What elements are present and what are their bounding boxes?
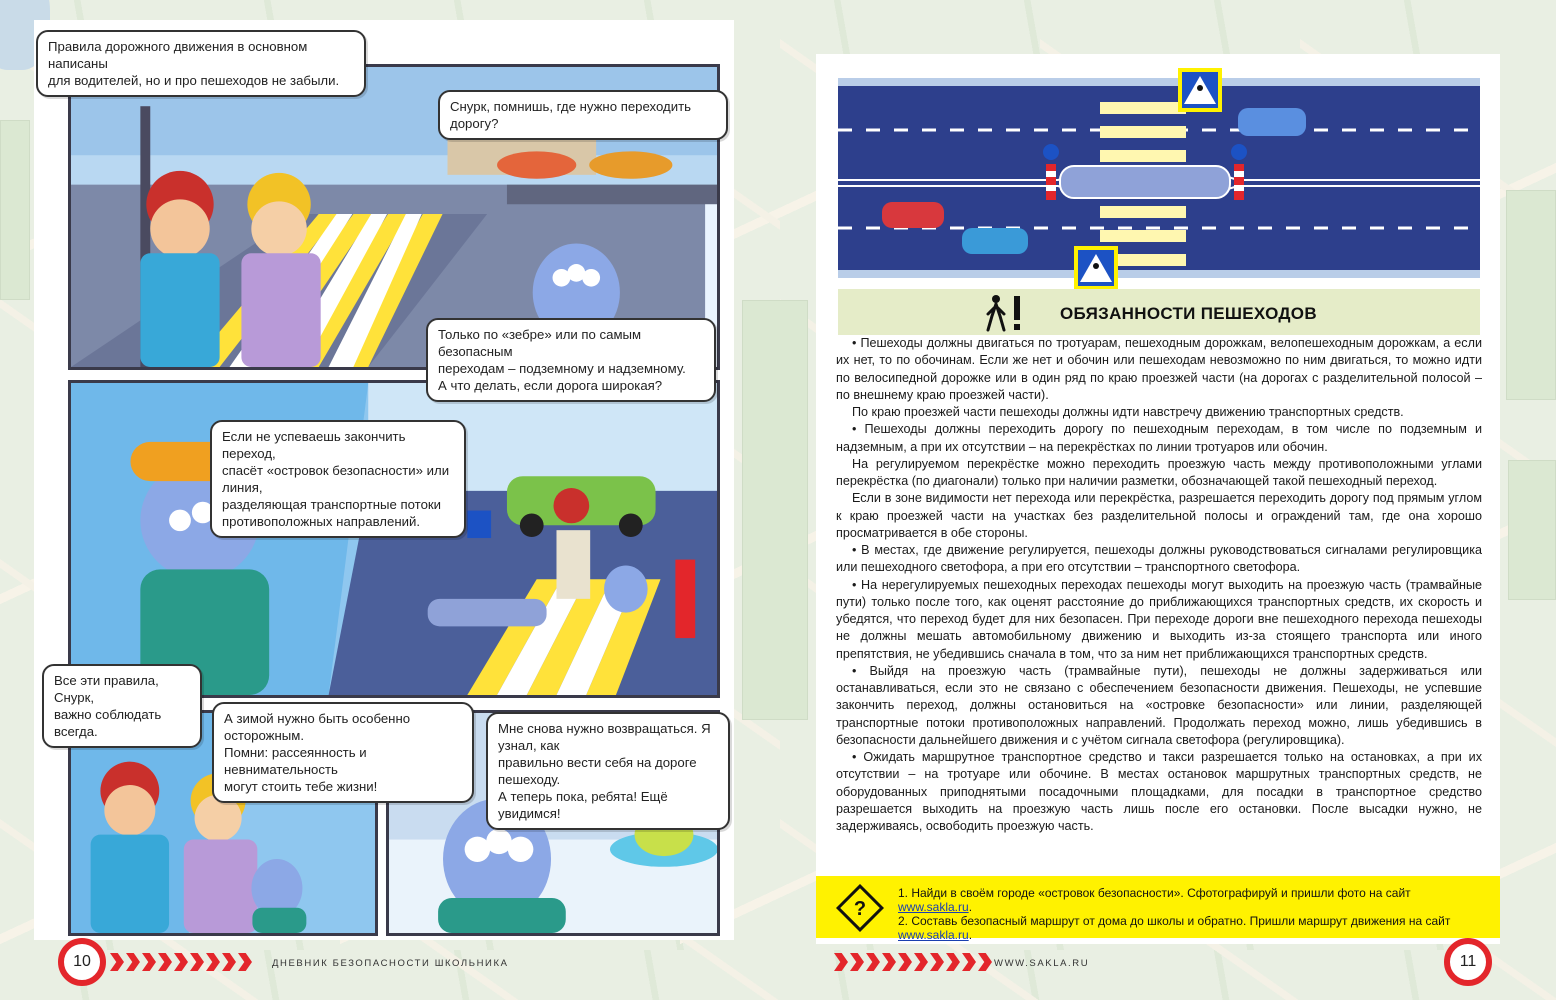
rules-page — [816, 54, 1500, 944]
speech-bubble: Все эти правила, Снурк, важно соблюдать всегда. — [42, 664, 202, 748]
speech-bubble: Только по «зебре» или по самым безопасным переходам – подземному и надземному. А что делать, если дорога широкая? — [426, 318, 716, 402]
rule-paragraph: • Пешеходы должны переходить дорогу по пешеходным переходам, в том числе по подземным и надземным, а при их отсутствии – на перекрёстках по линии тротуаров или обочин. — [836, 422, 1482, 454]
speech-bubble: Правила дорожного движения в основном написаны для водителей, но и про пешеходов не забыли. — [36, 30, 366, 97]
rules-text — [836, 335, 1482, 880]
rule-paragraph: • В местах, где движение регулируется, пешеходы должны руководствоваться сигналами регулировщика или пешеходного светофора, а при его отсутствии – транспортного светофора. — [836, 543, 1482, 575]
svg-text:?: ? — [853, 898, 867, 920]
section-title: ОБЯЗАННОСТИ ПЕШЕХОДОВ — [1060, 304, 1317, 323]
rule-paragraph: • Ожидать маршрутное транспортное средство и такси разрешается только на остановках, а при их отсутствии – на тротуаре или обочине. В местах остановок маршрутных транспортных средств, не оборудованных приподнятыми посадочными площадками, для посадки в транспортное средство разрешается выходить на проезжую часть лишь после его остановки. После высадки нужно, не задерживаясь, освободить проезжую часть. — [836, 750, 1482, 833]
rule-paragraph: По краю проезжей части пешеходы должны идти навстречу движению транспортных средств. — [852, 405, 1404, 419]
footer-title: ДНЕВНИК БЕЗОПАСНОСТИ ШКОЛЬНИКА — [272, 958, 509, 969]
rule-paragraph: • Выйдя на проезжую часть (трамвайные пути), пешеходы не должны задерживаться или останавливаться, если это не связано с обеспечением безопасности движения. Пешеходы, не успевшие закончить переход, должны остановиться на «островке безопасности» или линии, разделяющей транспортные потоки противоположных направлений. Продолжать переход можно, лишь убедившись в безопасности дальнейшего движения и с учётом сигнала светофора (регулировщика). — [836, 663, 1482, 747]
question-sign-icon — [836, 884, 884, 932]
map-block — [1506, 190, 1556, 400]
site-link[interactable]: www.sakla.ru — [898, 928, 969, 942]
speech-bubble: Мне снова нужно возвращаться. Я узнал, как правильно вести себя на дороге пешеходу. А теперь пока, ребята! Ещё увидимся! — [486, 712, 730, 830]
footer-site[interactable]: WWW.SAKLA.RU — [994, 958, 1090, 969]
pedestrian-warning-icon — [984, 294, 1028, 332]
rule-paragraph: • Пешеходы должны двигаться по тротуарам, пешеходным дорожкам, велопешеходным дорожкам, а если их нет, то по обочинам. Если же нет и обочин или пешеходам невозможно по ним двигаться, то можно идти по велосипедной дорожке или в один ряд по краю проезжей части (на дорогах с разделительной полосой – по внешнему краю проезжей части). — [836, 336, 1482, 402]
page-number-right: 11 — [1444, 938, 1492, 986]
task-item: 2. Составь безопасный маршрут от дома до школы и обратно. Пришли маршрут движения на сайт www.sakla.ru. — [898, 914, 1451, 942]
rule-paragraph: • На нерегулируемых пешеходных переходах пешеходы могут выходить на проезжую часть (трамвайные пути) только после того, как оценят расстояние до приближающихся транспортных средств, их скорость и убедятся, что переход будет для них безопасен. При переходе дороги вне пешеходного перехода пешеходы не должны мешать автомобильному движению и выходить из-за стоящего транспорта или иного препятствия, не убедившись сначала в том, что за ним нет приближающихся транспортных средств. — [836, 577, 1482, 661]
rule-paragraph: На регулируемом перекрёстке можно переходить проезжую часть между противоположными углами перекрёстка (по диагонали) только при наличии разметки, обозначающей такой пешеходный переход. — [836, 456, 1482, 488]
speech-bubble: Снурк, помнишь, где нужно переходить дорогу? — [438, 90, 728, 140]
speech-bubble: Если не успеваешь закончить переход, спасёт «островок безопасности» или линия, разделяющая транспортные потоки противоположных направлений. — [210, 420, 466, 538]
chevron-strip-right — [834, 953, 992, 971]
task-item: 1. Найди в своём городе «островок безопасности». Сфотографируй и пришли фото на сайт www.sakla.ru. — [898, 886, 1411, 914]
chevron-strip-left — [110, 953, 252, 971]
page-number-left: 10 — [58, 938, 106, 986]
section-header — [838, 289, 1480, 335]
rule-paragraph: Если в зоне видимости нет перехода или перекрёстка, разрешается переходить дорогу под прямым углом к краю проезжей части на участках без разделительной полосы и ограждений там, где она хорошо просматривается в обе стороны. — [836, 491, 1482, 540]
task-list — [898, 886, 1488, 942]
speech-bubble: А зимой нужно быть особенно осторожным. Помни: рассеянность и невнимательность могут стоить тебе жизни! — [212, 702, 474, 803]
map-block — [1508, 460, 1556, 600]
comic-page — [34, 20, 734, 940]
task-box — [816, 876, 1500, 942]
site-link[interactable]: www.sakla.ru — [898, 900, 969, 914]
road-diagram — [838, 68, 1480, 290]
map-block — [742, 300, 808, 720]
map-block — [0, 120, 30, 300]
